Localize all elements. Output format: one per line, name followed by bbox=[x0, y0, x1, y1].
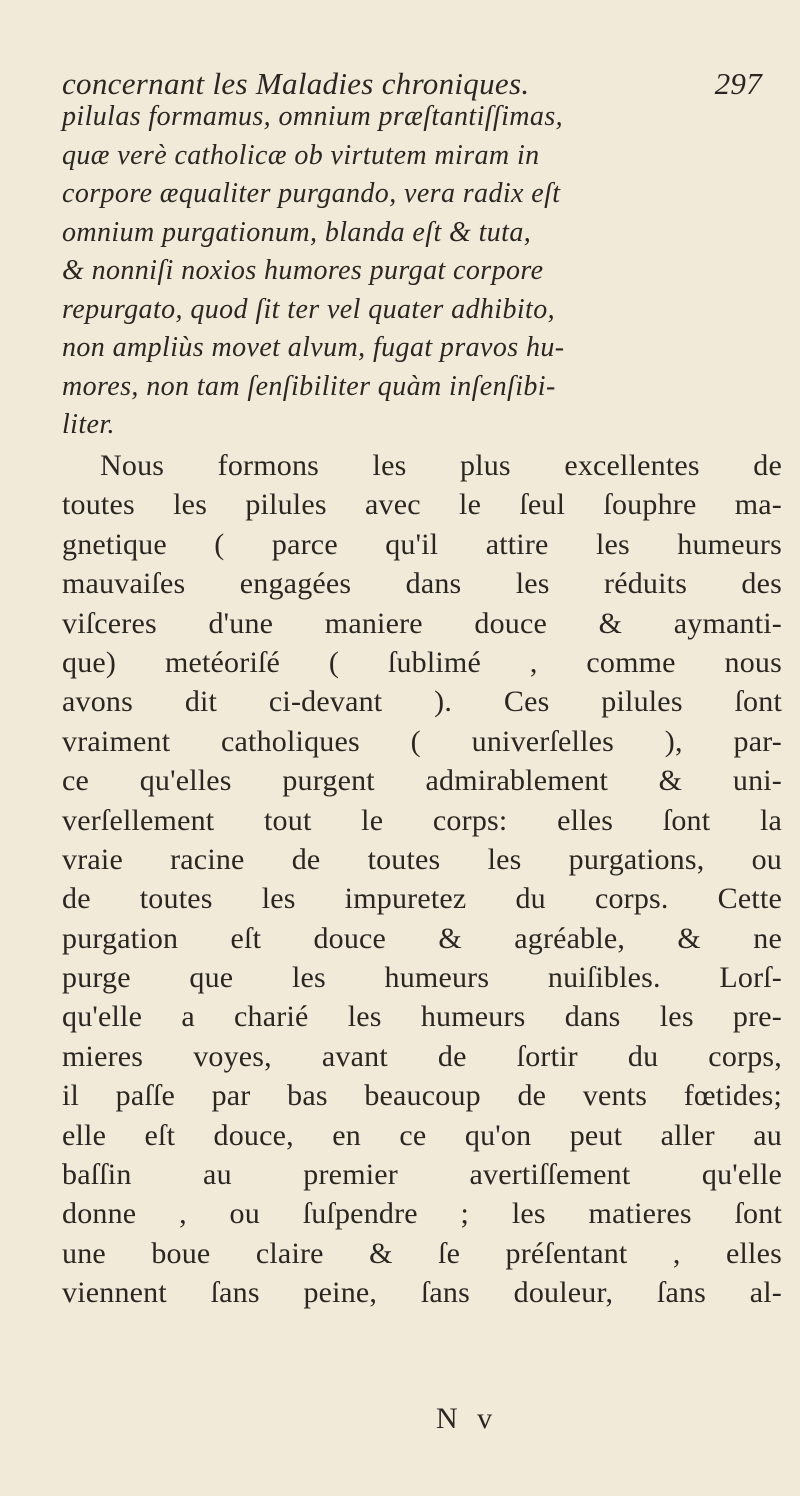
latin-line: mores, non tam ſenſibiliter quàm inſenſibi- bbox=[62, 370, 556, 402]
french-line: viſceres d'une maniere douce & aymanti- bbox=[62, 606, 782, 640]
french-line: Nous formons les plus excellentes de bbox=[100, 449, 782, 482]
running-header bbox=[62, 66, 762, 102]
french-line: gnetique ( parce qu'il attire les humeurs bbox=[62, 527, 782, 561]
latin-paragraph bbox=[62, 98, 782, 445]
french-line: purge que les humeurs nuiſibles. Lorſ- bbox=[62, 961, 782, 995]
latin-line: pilulas formamus, omnium præſtantiſſimas, bbox=[62, 101, 564, 132]
french-paragraph bbox=[62, 446, 782, 1313]
french-line: mieres voyes, avant de ſortir du corps, bbox=[62, 1039, 782, 1073]
french-line: mauvaiſes engagées dans les réduits des bbox=[62, 567, 782, 601]
french-line: elle eſt douce, en ce qu'on peut aller au bbox=[62, 1118, 782, 1152]
french-line: vraiment catholiques ( univerſelles ), par- bbox=[62, 724, 782, 758]
french-line: verſellement tout le corps: elles ſont la bbox=[62, 803, 782, 837]
latin-line: liter. bbox=[62, 409, 115, 440]
french-line: ce qu'elles purgent admirablement & uni- bbox=[62, 764, 782, 798]
french-line: il paſſe par bas beaucoup de vents fœtides; bbox=[62, 1079, 782, 1113]
french-line: de toutes les impuretez du corps. Cette bbox=[62, 882, 782, 916]
page-number: 297 bbox=[714, 66, 762, 101]
french-line: viennent ſans peine, ſans douleur, ſans al- bbox=[62, 1276, 782, 1310]
signature-mark: N v bbox=[436, 1402, 499, 1435]
french-line: que) metéoriſé ( ſublimé , comme nous bbox=[62, 645, 782, 679]
french-line: toutes les pilules avec le ſeul ſouphre ma- bbox=[62, 488, 782, 522]
latin-line: & nonniſi noxios humores purgat corpore bbox=[62, 255, 544, 286]
french-line: avons dit ci-devant ). Ces pilules ſont bbox=[62, 685, 782, 719]
french-line: qu'elle a charié les humeurs dans les pre- bbox=[62, 1000, 782, 1034]
latin-line: repurgato, quod ſit ter vel quater adhibito, bbox=[62, 293, 556, 325]
french-line: donne , ou ſuſpendre ; les matieres ſont bbox=[62, 1197, 782, 1231]
latin-line: quæ verè catholicæ ob virtutem miram in bbox=[62, 139, 540, 171]
french-line: une boue claire & ſe préſentant , elles bbox=[62, 1236, 782, 1270]
latin-line: omnium purgationum, blanda eſt & tuta, bbox=[62, 216, 532, 248]
latin-line: non ampliùs movet alvum, fugat pravos hu- bbox=[62, 332, 565, 363]
latin-line: corpore æqualiter purgando, vera radix eſt bbox=[62, 178, 561, 209]
french-line: purgation eſt douce & agréable, & ne bbox=[62, 921, 782, 955]
running-title: concernant les Maladies chroniques. bbox=[62, 66, 530, 101]
french-line: baſſin au premier avertiſſement qu'elle bbox=[62, 1158, 782, 1192]
french-line: vraie racine de toutes les purgations, ou bbox=[62, 842, 782, 876]
